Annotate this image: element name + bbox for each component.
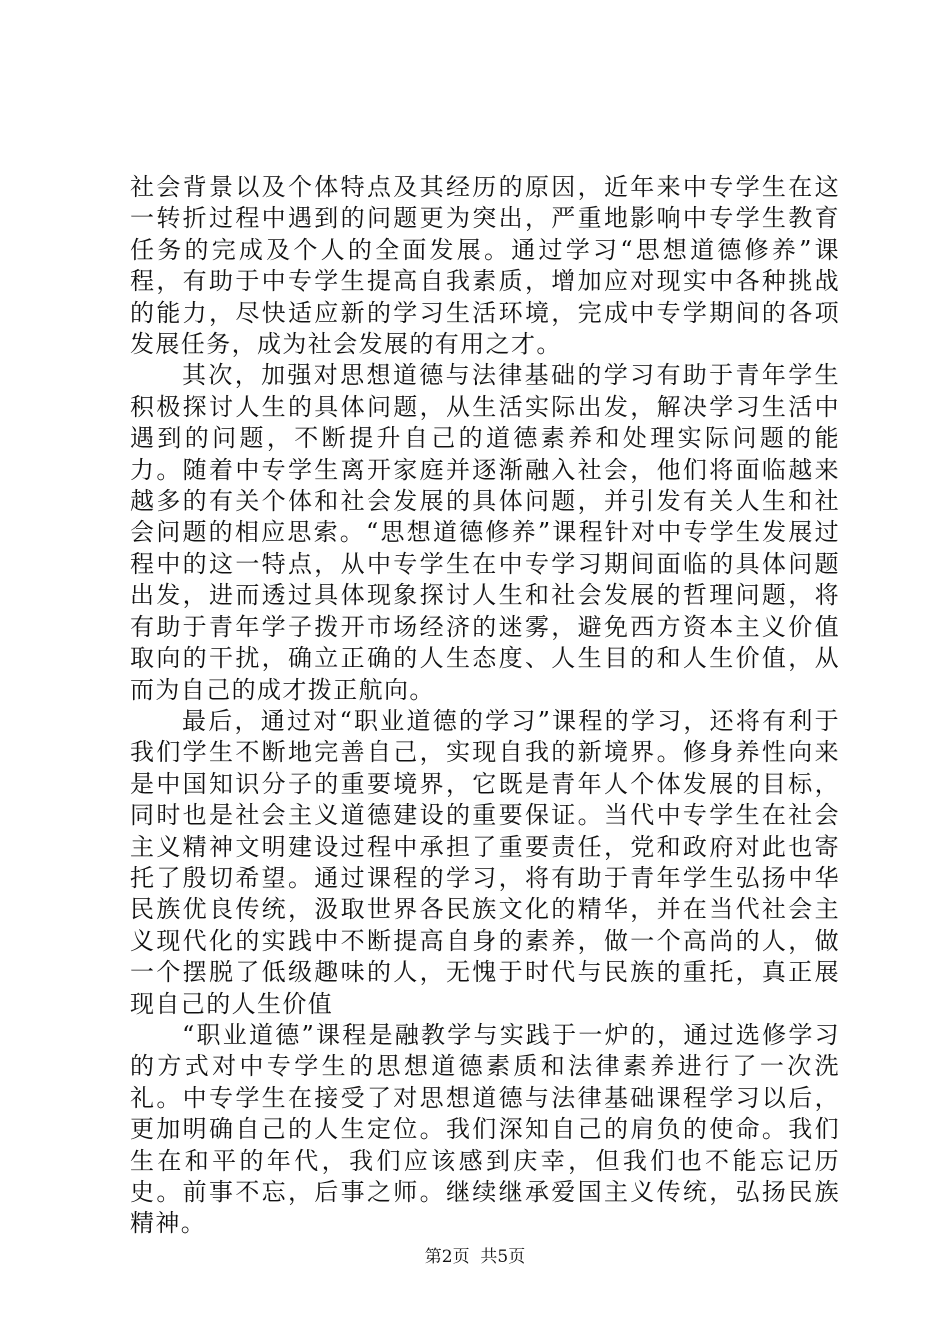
paragraph-1: 社会背景以及个体特点及其经历的原因，近年来中专学生在这一转折过程中遇到的问题更为突出，严重地影响中专学生教育任务的完成及个人的全面发展。通过学习“思想道德修养”课程，有助于中专学生提高自我素质，增加应对现实中各种挑战的能力，尽快适应新的学习生活环境，完成中专学期间的各项发展任务，成为社会发展的有用之才。: [130, 173, 840, 359]
document-body: [130, 172, 840, 1240]
paragraph-2: 其次，加强对思想道德与法律基础的学习有助于青年学生积极探讨人生的具体问题，从生活实际出发，解决学习生活中遇到的问题，不断提升自己的道德素养和处理实际问题的能力。随着中专学生离开家庭并逐渐融入社会，他们将面临越来越多的有关个体和社会发展的具体问题，并引发有关人生和社会问题的相应思索。“思想道德修养”课程针对中专学生发展过程中的这一特点，从中专学生在中专学习期间面临的具体问题出发，进而透过具体现象探讨人生和社会发展的哲理问题，将有助于青年学子拨开市场经济的迷雾，避免西方资本主义价值取向的干扰，确立正确的人生态度、人生目的和人生价值，从而为自己的成才拨正航向。: [130, 361, 840, 704]
paragraph-3: 最后，通过对“职业道德的学习”课程的学习，还将有利于我们学生不断地完善自己，实现自我的新境界。修身养性向来是中国知识分子的重要境界，它既是青年人个体发展的目标，同时也是社会主义道德建设的重要保证。当代中专学生在社会主义精神文明建设过程中承担了重要责任，党和政府对此也寄托了殷切希望。通过课程的学习，将有助于青年学生弘扬中华民族优良传统，汲取世界各民族文化的精华，并在当代社会主义现代化的实践中不断提高自身的素养，做一个高尚的人，做一个摆脱了低级趣味的人，无愧于时代与民族的重托，真正展现自己的人生价值: [130, 706, 840, 1018]
page-footer: [0, 1242, 950, 1267]
page-number-label: 第2页 共5页: [424, 1247, 526, 1267]
paragraph-4: “职业道德”课程是融教学与实践于一炉的，通过选修学习的方式对中专学生的思想道德素质和法律素养进行了一次洗礼。中专学生在接受了对思想道德与法律基础课程学习以后，更加明确自己的人生定位。我们深知自己的肩负的使命。我们生在和平的年代，我们应该感到庆幸，但我们也不能忘记历史。前事不忘，后事之师。继续继承爱国主义传统，弘扬民族精神。: [130, 1020, 840, 1238]
